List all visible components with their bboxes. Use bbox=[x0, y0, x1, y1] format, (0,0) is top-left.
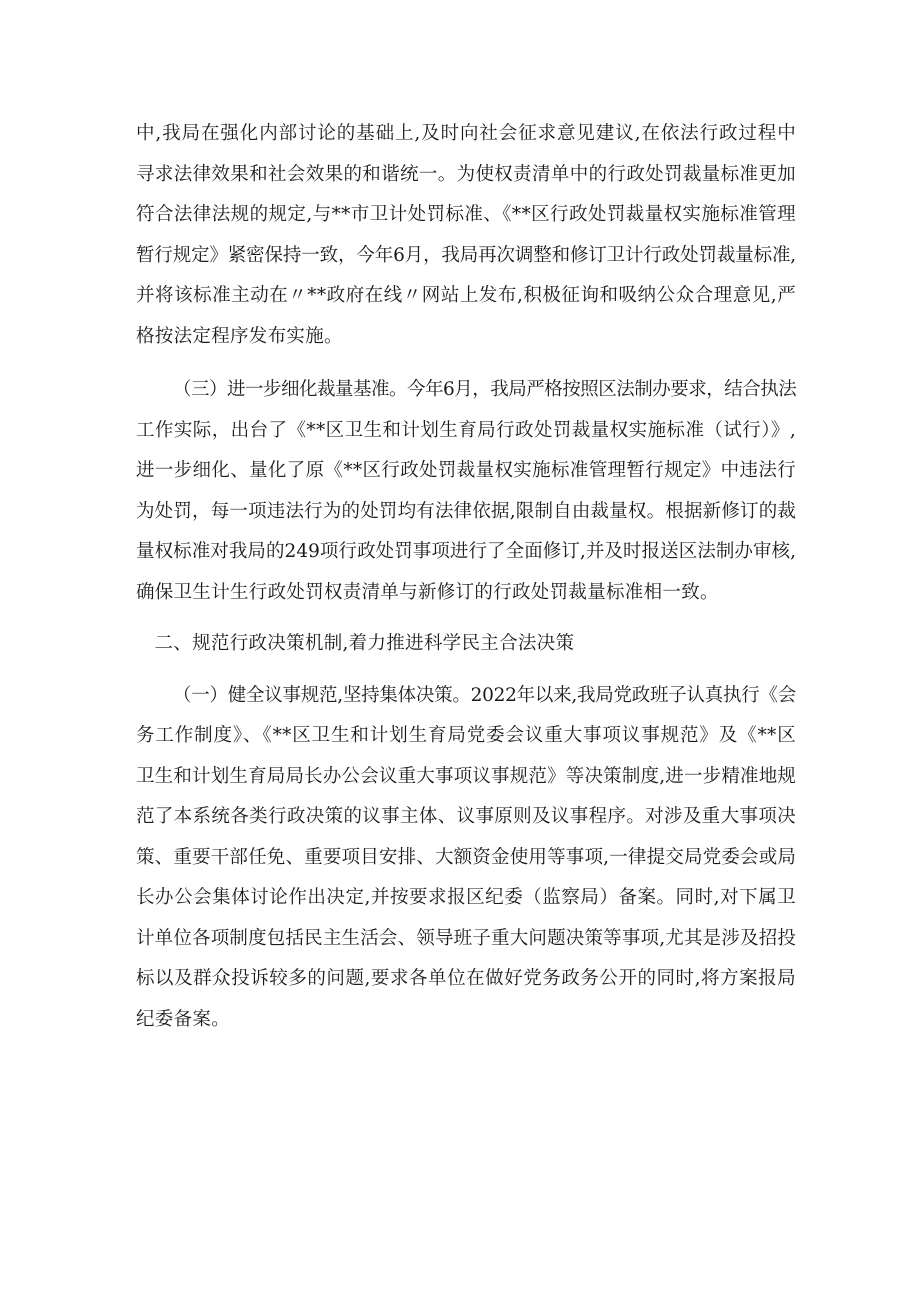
text-line: 为处罚，每一项违法行为的处罚均有法律依据,限制自由裁量权。根据新修订的裁 bbox=[136, 500, 796, 522]
text-line: 卫生和计划生育局局长办公会议重大事项议事规范》等决策制度,进一步精准地规 bbox=[136, 765, 796, 787]
paragraph-collective-decision bbox=[136, 676, 796, 1041]
text-line: 格按法定程序发布实施。 bbox=[136, 325, 343, 347]
paragraph-refine-criteria bbox=[136, 370, 796, 613]
text-line: 工作实际，出台了《**区卫生和计划生育局行政处罚裁量权实施标准（试行）》, bbox=[136, 419, 796, 441]
text-line: 纪委备案。 bbox=[136, 1008, 231, 1030]
heading-text: 二、规范行政决策机制,着力推进科学民主合法决策 bbox=[154, 633, 575, 654]
document-body bbox=[136, 114, 796, 1040]
text-line: 并将该标准主动在〃**政府在线〃网站上发布,积极征询和吸纳公众合理意见,严 bbox=[136, 285, 796, 306]
paragraph-continuation bbox=[136, 114, 796, 357]
text-line: 量权标准对我局的249项行政处罚事项进行了全面修订,并及时报送区法制办审核, bbox=[136, 541, 796, 562]
text-line: 策、重要干部任免、重要项目安排、大额资金使用等事项,一律提交局党委会或局 bbox=[136, 846, 796, 868]
text-line: （一）健全议事规范,坚持集体决策。2022年以来,我局党政班子认真执行《会 bbox=[173, 684, 796, 706]
text-line: 暂行规定》紧密保持一致，今年6月，我局再次调整和修订卫计行政处罚裁量标准, bbox=[136, 244, 796, 266]
text-line: 务工作制度》、《**区卫生和计划生育局党委会议重大事项议事规范》及《**区 bbox=[136, 725, 796, 746]
text-line: 计单位各项制度包括民主生活会、领导班子重大问题决策等事项,尤其是涉及招投 bbox=[136, 927, 796, 949]
text-line: 符合法律法规的规定,与**市卫计处罚标准、《**区行政处罚裁量权实施标准管理 bbox=[136, 204, 796, 225]
text-line: 范了本系统各类行政决策的议事主体、议事原则及议事程序。对涉及重大事项决 bbox=[136, 806, 796, 827]
text-line: 中,我局在强化内部讨论的基础上,及时向社会征求意见建议,在依法行政过程中 bbox=[136, 123, 796, 144]
text-line: 长办公会集体讨论作出决定,并按要求报区纪委（监察局）备案。同时,对下属卫 bbox=[136, 887, 796, 908]
text-line: 标以及群众投诉较多的问题,要求各单位在做好党务政务公开的同时,将方案报局 bbox=[136, 968, 796, 989]
section-heading bbox=[136, 624, 796, 665]
text-line: 进一步细化、量化了原《**区行政处罚裁量权实施标准管理暂行规定》中违法行 bbox=[136, 460, 796, 481]
text-line: 寻求法律效果和社会效果的和谐统一。为使权责清单中的行政处罚裁量标准更加 bbox=[136, 163, 796, 185]
text-line: 确保卫生计生行政处罚权责清单与新修订的行政处罚裁量标准相一致。 bbox=[136, 581, 719, 603]
text-line: （三）进一步细化裁量基准。今年6月，我局严格按照区法制办要求，结合执法 bbox=[173, 379, 797, 400]
